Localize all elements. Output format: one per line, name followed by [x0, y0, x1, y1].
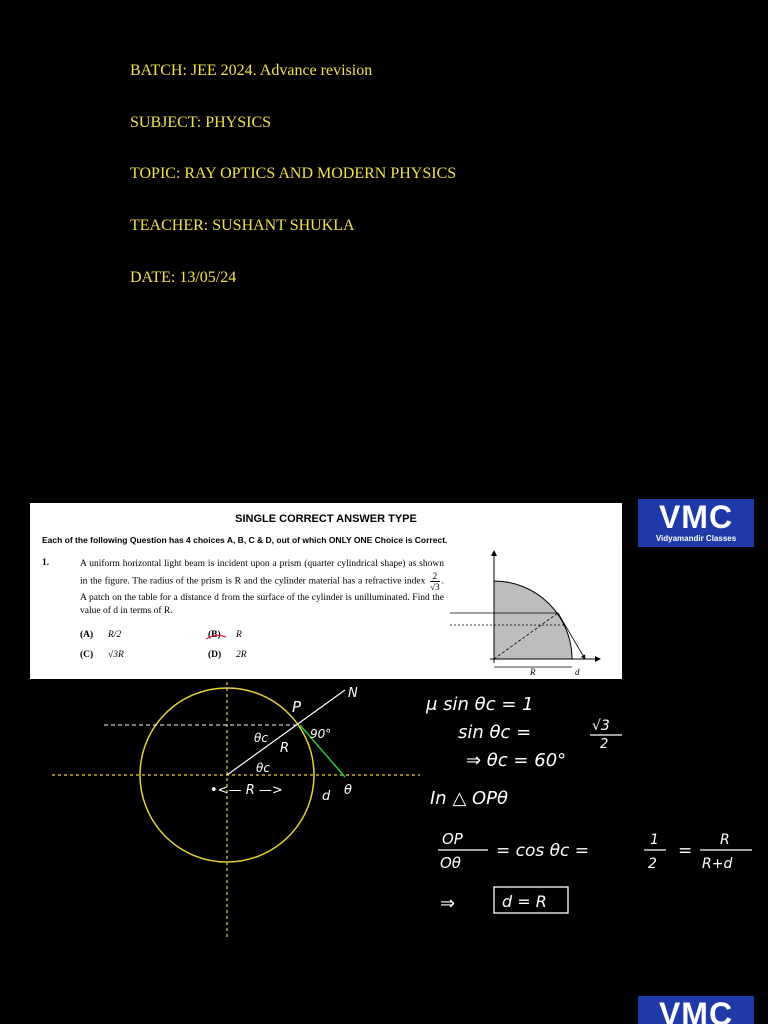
- angle-90: 90°: [310, 727, 332, 741]
- eq-cos: = cos θc =: [496, 841, 590, 861]
- eq-half-num: 1: [650, 832, 659, 848]
- o-to-r-label: •<— R —>: [210, 783, 283, 798]
- eq-equals: =: [678, 841, 693, 861]
- teacher-line: TEACHER: SUSHANT SHUKLA: [130, 217, 355, 234]
- question-number: 1.: [42, 558, 50, 568]
- option-c-label: (C): [80, 650, 94, 660]
- date-line: DATE: 13/05/24: [130, 269, 237, 286]
- eq-r-num: R: [720, 832, 730, 848]
- topic-line: TOPIC: RAY OPTICS AND MODERN PHYSICS: [130, 165, 457, 182]
- eq-triangle: In △ OPθ: [430, 788, 509, 809]
- instruction-text: Each of the following Question has 4 choices A, B, C & D, out of which ONLY ONE Choice is Correct.: [42, 535, 448, 545]
- option-b-value: R: [236, 630, 242, 640]
- vmc-logo-text: VMC: [658, 499, 734, 535]
- r-label: R: [530, 667, 536, 677]
- theta-point: θ: [344, 783, 352, 798]
- eq-theta-60: ⇒ θc = 60°: [466, 750, 567, 771]
- eq-half-den: 2: [648, 856, 657, 872]
- batch-line: BATCH: JEE 2024. Advance revision: [130, 62, 373, 79]
- eq-otheta: Oθ: [440, 854, 461, 872]
- eq-implies: ⇒: [440, 893, 456, 914]
- question-text-part1: A uniform horizontal light beam is incident upon a prism (quarter cylindrical shape) as shown in the figure. The radius of the prism is R and the cylinder material has a refractive index: [80, 559, 444, 587]
- option-d-label: (D): [208, 650, 222, 660]
- eq-op: OP: [442, 830, 463, 848]
- radius-r: R: [280, 741, 290, 756]
- d-label: d: [575, 667, 580, 677]
- eq-sin-lhs: sin θc =: [458, 722, 532, 743]
- option-b-label: (B): [208, 630, 221, 640]
- option-c-value: √3R: [108, 650, 124, 660]
- d-handwritten: d: [322, 789, 331, 804]
- eq-r-den: R+d: [702, 856, 733, 872]
- normal-n: N: [348, 686, 358, 701]
- point-p: P: [292, 698, 302, 716]
- theta-c-bottom: θc: [256, 761, 270, 775]
- theta-c-top: θc: [254, 731, 268, 745]
- fraction-numerator: 2: [430, 571, 439, 582]
- eq-sin-num: √3: [592, 718, 610, 734]
- vmc-logo-bottom-text: VMC: [658, 996, 734, 1024]
- question-text-part2: . A patch on the table for a distance d from the surface of the cylinder is unilluminated. Find the value of d in terms of R.: [80, 576, 445, 616]
- eq-snell: μ sin θc = 1: [426, 694, 534, 715]
- fraction-denominator: √3: [430, 582, 440, 592]
- option-a-label: (A): [80, 630, 94, 640]
- answer-d-equals-r: d = R: [502, 892, 547, 911]
- vmc-logo-subtitle: Vidyamandir Classes: [655, 534, 737, 543]
- option-a-value: R/2: [108, 630, 122, 640]
- option-d-value: 2R: [236, 650, 247, 660]
- subject-line: SUBJECT: PHYSICS: [130, 114, 272, 131]
- section-title: SINGLE CORRECT ANSWER TYPE: [235, 513, 417, 525]
- eq-sin-den: 2: [600, 737, 609, 752]
